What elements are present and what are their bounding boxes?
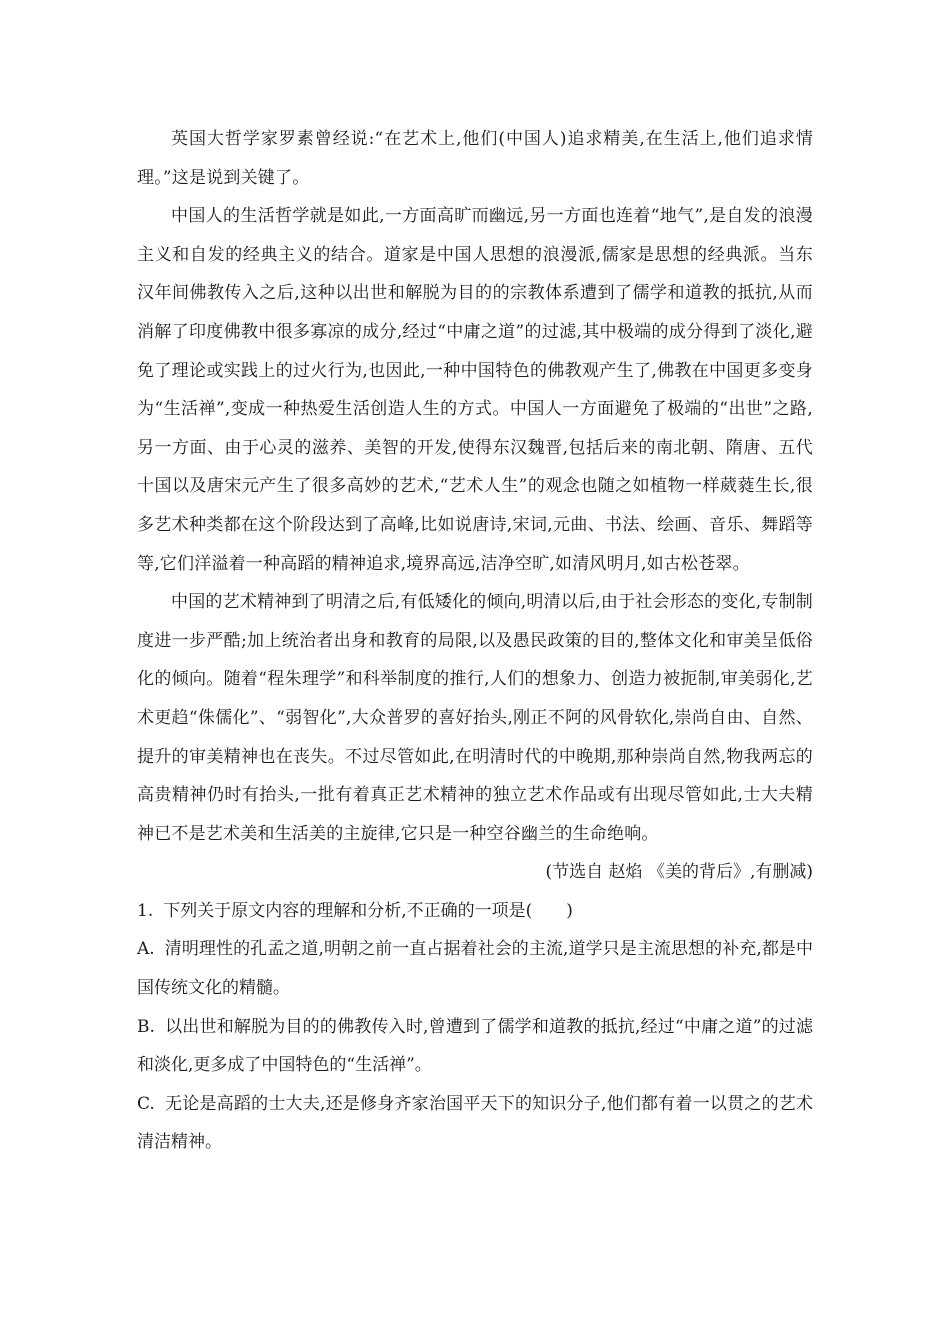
option-c-text: 无论是高蹈的士大夫,还是修身齐家治国平天下的知识分子,他们都有着一以贯之的艺术清洁精神。 xyxy=(137,1093,813,1153)
passage-source: (节选自 赵焰 《美的背后》,有删减) xyxy=(545,862,813,883)
document-page xyxy=(137,120,813,1162)
option-c xyxy=(137,1085,813,1162)
question-number: 1. xyxy=(137,900,154,921)
passage-paragraph-3: 中国的艺术精神到了明清之后,有低矮化的倾向,明清以后,由于社会形态的变化,专制制度进一步严酷;加上统治者出身和教育的局限,以及愚民政策的目的,整体文化和审美呈低俗化的倾向。随着“程朱理学”和科举制度的推行,人们的想象力、创造力被扼制,审美弱化,艺术更趋“侏儒化”、“弱智化”,大众普罗的喜好抬头,刚正不阿的风骨软化,崇尚自由、自然、提升的审美精神也在丧失。不过尽管如此,在明清时代的中晚期,那种崇尚自然,物我两忘的高贵精神仍时有抬头,一批有着真正艺术精神的独立艺术作品或有出现尽管如此,士大夫精神已不是艺术美和生活美的主旋律,它只是一种空谷幽兰的生命绝响。 xyxy=(137,592,813,844)
option-b-text: 以出世和解脱为目的的佛教传入时,曾遭到了儒学和道教的抵抗,经过“中庸之道”的过滤和淡化,更多成了中国特色的“生活禅”。 xyxy=(137,1016,813,1076)
option-a-text: 清明理性的孔孟之道,明朝之前一直占据着社会的主流,道学只是主流思想的补充,都是中国传统文化的精髓。 xyxy=(137,939,813,999)
option-b-label: B. xyxy=(137,1016,155,1037)
option-b xyxy=(137,1008,813,1085)
option-a xyxy=(137,930,813,1007)
question-stem xyxy=(137,892,813,931)
option-a-label: A. xyxy=(137,939,155,960)
passage-paragraph-1: 英国大哲学家罗素曾经说:“在艺术上,他们(中国人)追求精美,在生活上,他们追求情理。”这是说到关键了。 xyxy=(137,129,813,188)
option-c-label: C. xyxy=(137,1093,155,1114)
passage-paragraph-2: 中国人的生活哲学就是如此,一方面高旷而幽远,另一方面也连着“地气”,是自发的浪漫主义和自发的经典主义的结合。道家是中国人思想的浪漫派,儒家是思想的经典派。当东汉年间佛教传入之后,这种以出世和解脱为目的的宗教体系遭到了儒学和道教的抵抗,从而消解了印度佛教中很多寡凉的成分,经过“中庸之道”的过滤,其中极端的成分得到了淡化,避免了理论或实践上的过火行为,也因此,一种中国特色的佛教观产生了,佛教在中国更多变身为“生活禅”,变成一种热爱生活创造人生的方式。中国人一方面避免了极端的“出世”之路,另一方面、由于心灵的滋养、美智的开发,使得东汉魏晋,包括后来的南北朝、隋唐、五代十国以及唐宋元产生了很多高妙的艺术,“艺术人生”的观念也随之如植物一样葳蕤生长,很多艺术种类都在这个阶段达到了高峰,比如说唐诗,宋词,元曲、书法、绘画、音乐、舞蹈等等,它们洋溢着一种高蹈的精神追求,境界高远,洁净空旷,如清风明月,如古松苍翠。 xyxy=(137,206,813,574)
question-stem-text: 下列关于原文内容的理解和分析,不正确的一项是( ) xyxy=(163,900,573,921)
